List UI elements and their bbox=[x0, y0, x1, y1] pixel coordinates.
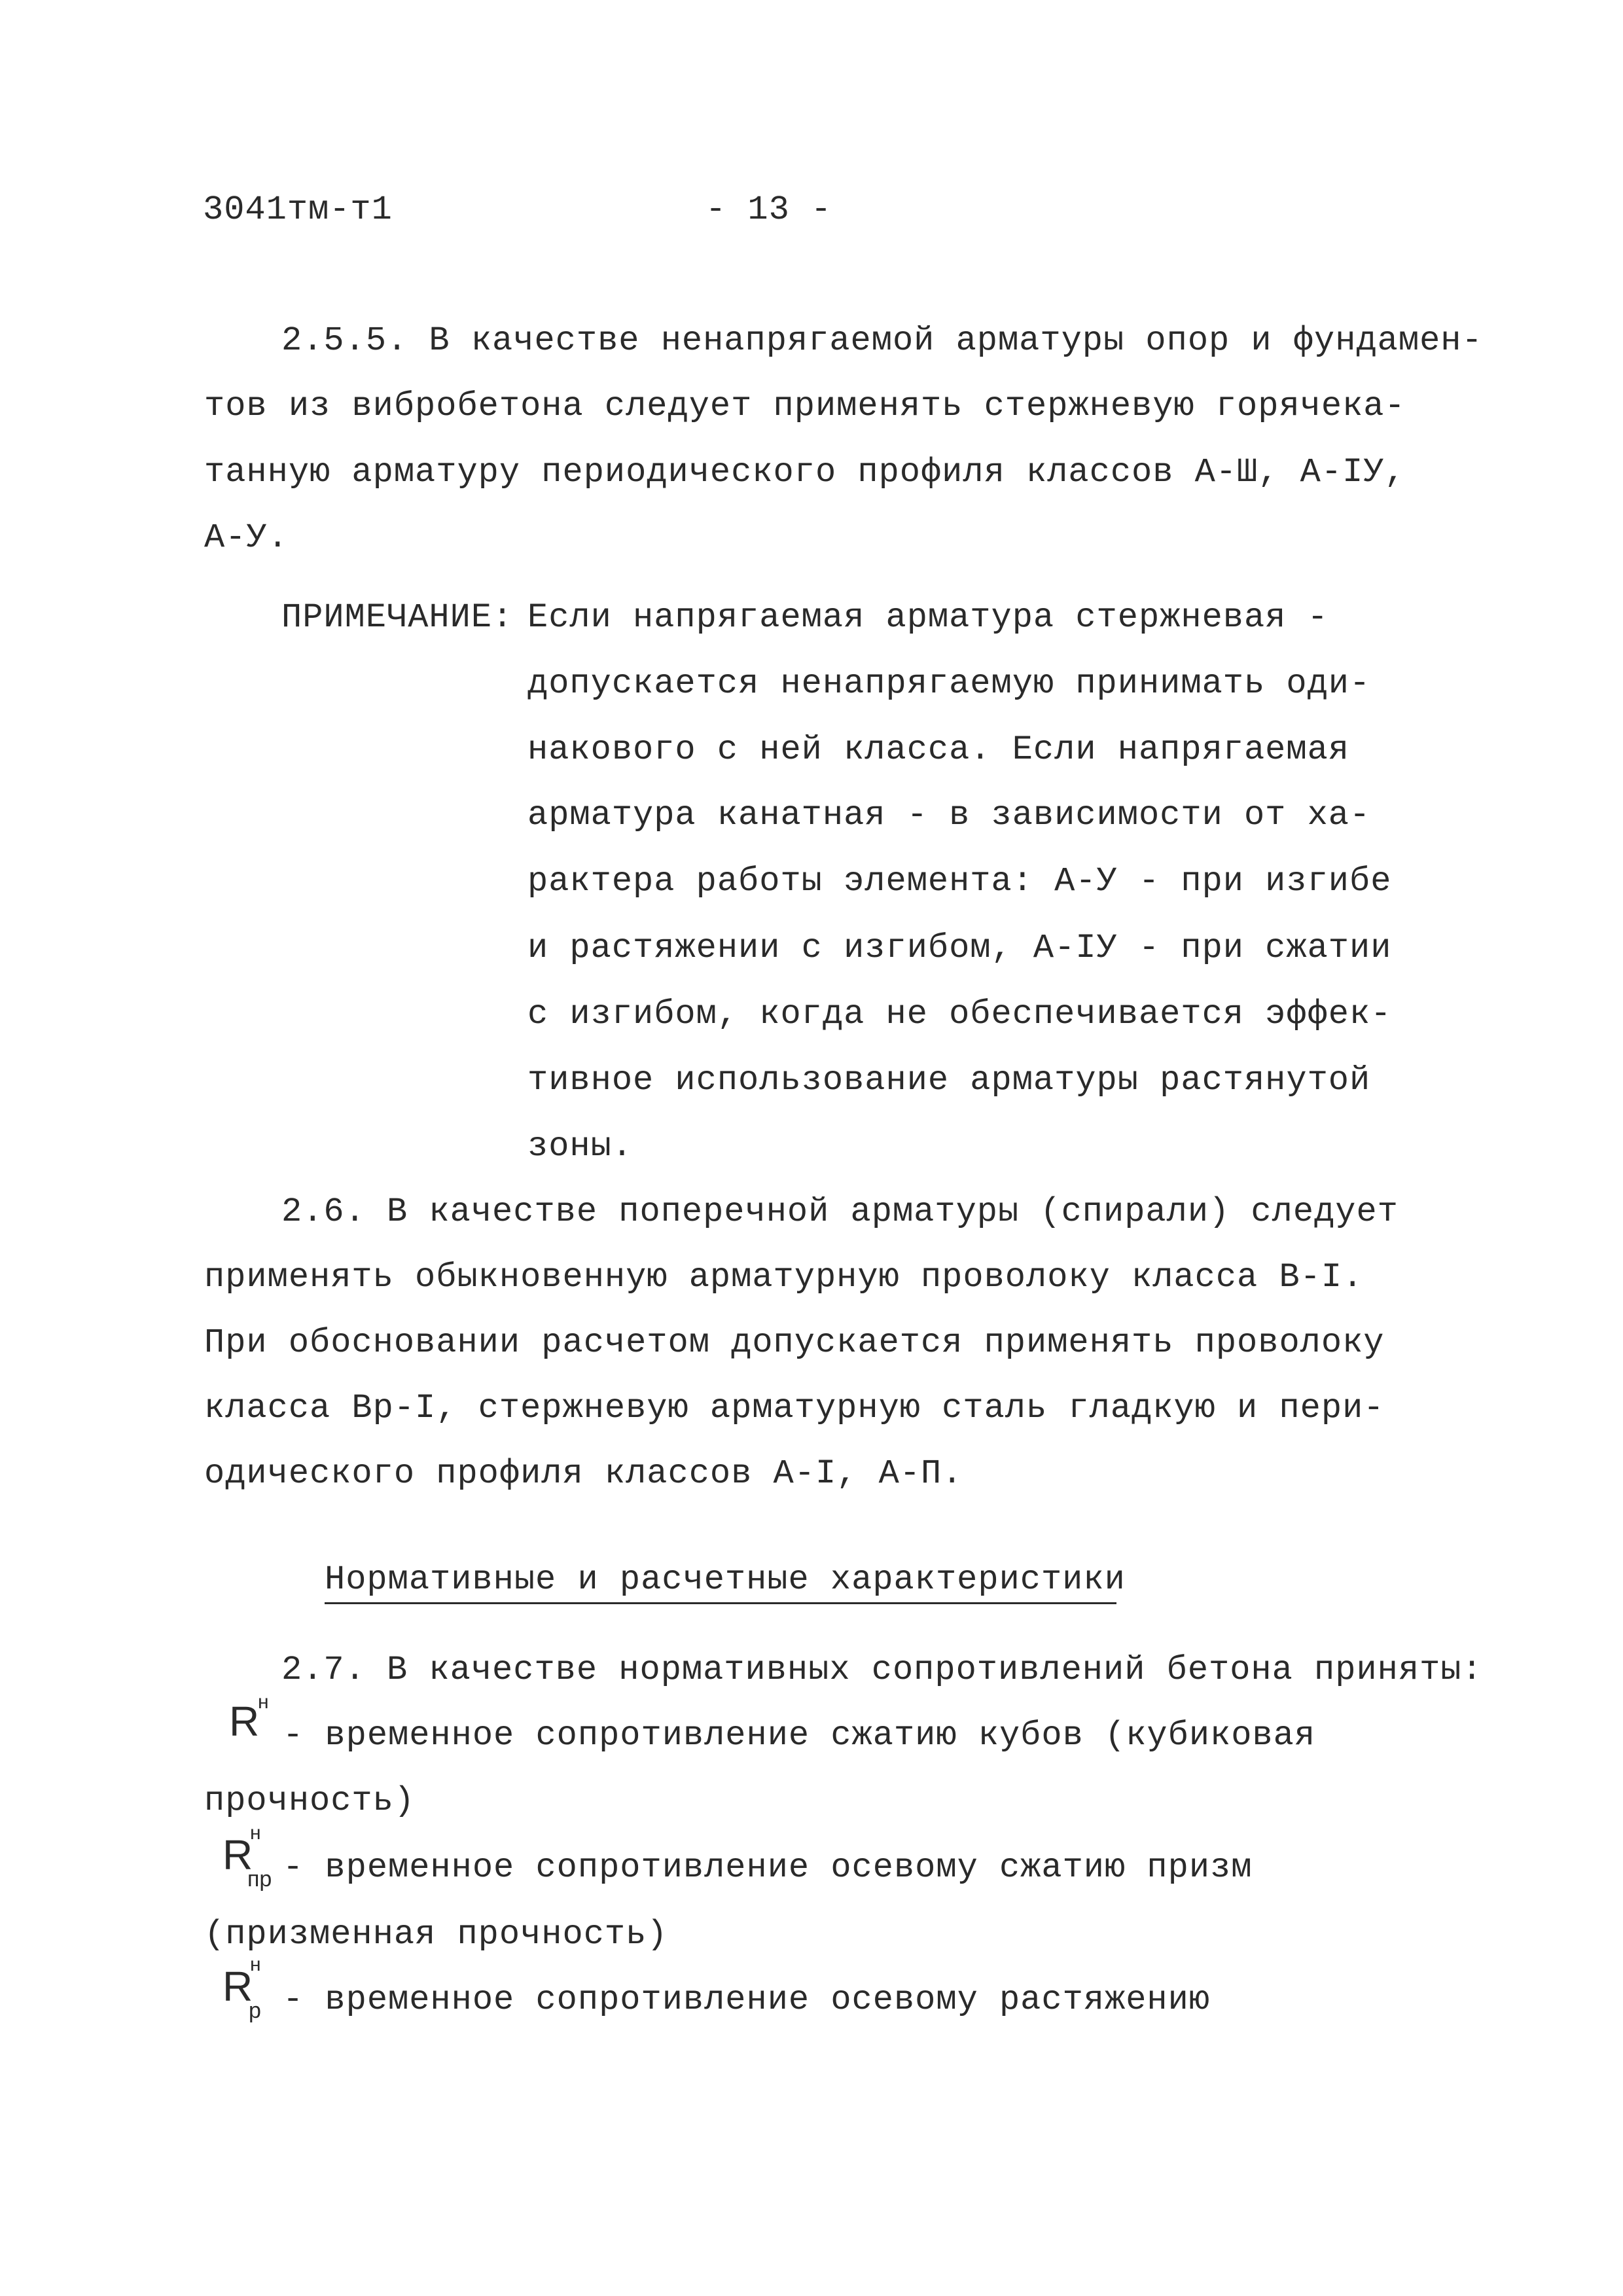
paragraph-2-6-line-2: применять обыкновенную арматурную проволоку класса В-I. bbox=[204, 1258, 1364, 1297]
definition-1-text: - временное сопротивление сжатию кубов (кубиковая bbox=[283, 1716, 1316, 1755]
symbol-letter: R bbox=[223, 1963, 253, 2010]
symbol-r-normative bbox=[229, 1691, 275, 1753]
note-line-8: тивное использование арматуры растянутой bbox=[527, 1061, 1371, 1100]
page-number: - 13 - bbox=[705, 190, 832, 229]
document-code: 3041тм-т1 bbox=[203, 190, 393, 229]
paragraph-2-6-line-4: класса Вр-I, стержневую арматурную сталь гладкую и пери- bbox=[204, 1389, 1385, 1427]
heading-underline bbox=[325, 1602, 1116, 1604]
note-line-1: Если напрягаемая арматура стержневая - bbox=[527, 598, 1329, 637]
note-line-6: и растяжении с изгибом, А-IУ - при сжатии bbox=[527, 929, 1392, 967]
symbol-subscript: р bbox=[249, 1998, 261, 2023]
paragraph-2-5-5-line-4: А-У. bbox=[204, 518, 289, 557]
section-heading: Нормативные и расчетные характеристики bbox=[325, 1560, 1126, 1599]
symbol-superscript: н bbox=[250, 1822, 261, 1844]
definition-1-continuation: прочность) bbox=[204, 1782, 416, 1820]
note-line-2: допускается ненапрягаемую принимать оди- bbox=[527, 664, 1371, 703]
paragraph-2-6-line-1: 2.6. В качестве поперечной арматуры (спирали) следует bbox=[281, 1193, 1399, 1231]
note-line-3: накового с ней класса. Если напрягаемая bbox=[527, 730, 1349, 769]
note-line-4: арматура канатная - в зависимости от ха- bbox=[527, 796, 1371, 834]
note-label: ПРИМЕЧАНИЕ: bbox=[281, 598, 514, 637]
symbol-letter: R bbox=[229, 1698, 260, 1745]
symbol-r-tension-normative bbox=[223, 1954, 281, 2031]
note-line-5: рактера работы элемента: А-У - при изгибе bbox=[527, 862, 1392, 901]
paragraph-2-6-line-5: одического профиля классов А-I, А-П. bbox=[204, 1454, 963, 1493]
paragraph-2-5-5-line-2: тов из вибробетона следует применять стержневую горячека- bbox=[204, 387, 1406, 425]
definition-3-text: - временное сопротивление осевому растяжению bbox=[283, 1981, 1211, 2019]
symbol-r-prism-normative bbox=[223, 1822, 288, 1899]
definition-2-text: - временное сопротивление осевому сжатию призм bbox=[283, 1848, 1253, 1887]
symbol-subscript: пр bbox=[247, 1867, 272, 1892]
symbol-superscript: н bbox=[250, 1954, 261, 1975]
symbol-letter: R bbox=[223, 1831, 253, 1878]
note-line-7: с изгибом, когда не обеспечивается эффек- bbox=[527, 995, 1392, 1033]
definition-2-continuation: (призменная прочность) bbox=[204, 1915, 668, 1954]
paragraph-2-7-intro: 2.7. В качестве нормативных сопротивлений бетона приняты: bbox=[281, 1651, 1483, 1689]
paragraph-2-5-5-line-3: танную арматуру периодического профиля классов А-Ш, А-IУ, bbox=[204, 453, 1406, 492]
paragraph-2-5-5-line-1: 2.5.5. В качестве ненапрягаемой арматуры опор и фундамен- bbox=[281, 321, 1483, 360]
paragraph-2-6-line-3: При обосновании расчетом допускается применять проволоку bbox=[204, 1323, 1385, 1362]
symbol-superscript: н bbox=[258, 1691, 269, 1713]
note-line-9: зоны. bbox=[527, 1127, 633, 1166]
